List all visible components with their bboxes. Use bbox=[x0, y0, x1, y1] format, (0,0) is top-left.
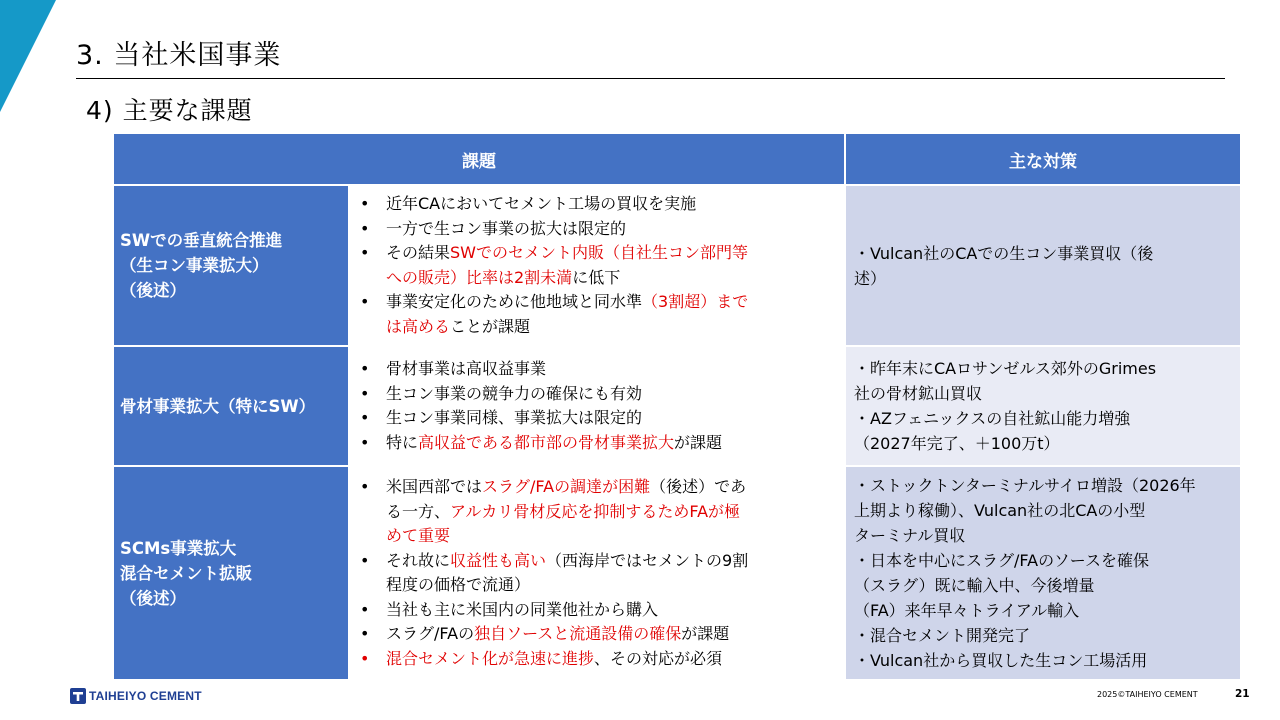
bullet-icon: • bbox=[360, 292, 370, 311]
issue-text: 近年CAにおいてセメント工場の買収を実施 bbox=[386, 194, 697, 213]
highlight-text: 独自ソースと流通設備の確保 bbox=[474, 624, 682, 643]
list-item bbox=[356, 431, 838, 456]
issue-text: 生コン事業同様、事業拡大は限定的 bbox=[386, 408, 643, 427]
list-item bbox=[356, 406, 838, 431]
header-issues: 課題 bbox=[113, 133, 845, 185]
list-item bbox=[356, 598, 838, 623]
issue-text: その結果 bbox=[386, 243, 451, 262]
bullet-icon: • bbox=[360, 243, 370, 262]
issue-text: に低下 bbox=[572, 267, 621, 287]
table-row bbox=[113, 185, 1241, 346]
issue-text: が課題 bbox=[681, 624, 730, 643]
list-item bbox=[356, 217, 838, 242]
issues-list bbox=[356, 357, 838, 455]
company-logo bbox=[70, 687, 202, 705]
issue-text: 当社も主に米国内の同業他社から購入 bbox=[386, 599, 659, 619]
header-measures: 主な対策 bbox=[845, 133, 1241, 185]
row-heading bbox=[113, 346, 349, 466]
highlight-text: は高める bbox=[386, 316, 451, 336]
issue-line bbox=[386, 315, 838, 340]
issue-text: 一方で生コン事業の拡大は限定的 bbox=[386, 218, 627, 238]
issues-table bbox=[112, 132, 1242, 681]
list-item bbox=[356, 475, 838, 549]
measure-line: （スラグ）既に輸入中、今後増量 bbox=[854, 576, 1095, 595]
section-subtitle: 4) 主要な課題 bbox=[86, 96, 253, 125]
table-row bbox=[113, 346, 1241, 466]
issues-cell bbox=[349, 466, 845, 680]
corner-accent-shape bbox=[0, 0, 60, 112]
highlight-text: 収益性も高い bbox=[450, 550, 547, 570]
row-heading-line: SCMs事業拡大 bbox=[120, 538, 237, 558]
row-heading-line: （後述） bbox=[120, 281, 186, 300]
row-heading bbox=[113, 466, 349, 680]
measure-line: 述） bbox=[854, 268, 887, 288]
issue-text: 米国西部では bbox=[386, 477, 483, 496]
bullet-icon: • bbox=[360, 624, 370, 643]
issue-line bbox=[386, 241, 838, 266]
issue-text: ことが課題 bbox=[450, 316, 531, 336]
issue-line bbox=[386, 524, 838, 549]
issue-line bbox=[386, 500, 838, 525]
page-number: 21 bbox=[1235, 688, 1250, 700]
measure-line: ・日本を中心にスラグ/FAのソースを確保 bbox=[854, 551, 1149, 570]
bullet-icon: • bbox=[360, 477, 370, 496]
issue-line bbox=[386, 290, 838, 315]
highlight-text: SWでのセメント内販（自社生コン部門等 bbox=[450, 243, 748, 262]
issues-cell bbox=[349, 346, 845, 466]
list-item bbox=[356, 382, 838, 407]
measure-line: ・混合セメント開発完了 bbox=[854, 626, 1031, 645]
list-item bbox=[356, 549, 838, 598]
list-item bbox=[356, 357, 838, 382]
issue-line bbox=[386, 573, 838, 598]
highlight-text: スラグ/FAの調達が困難 bbox=[482, 477, 651, 496]
measure-line: ・昨年末にCAロサンゼルス郊外のGrimes bbox=[854, 359, 1157, 378]
row-heading-line: （後述） bbox=[120, 588, 186, 608]
highlight-text: 高収益である都市部の骨材事業拡大 bbox=[418, 432, 675, 452]
bullet-icon: • bbox=[360, 550, 370, 570]
measure-line: 社の骨材鉱山買収 bbox=[854, 384, 983, 403]
copyright-text: 2025©TAIHEIYO CEMENT bbox=[1097, 690, 1198, 699]
logo-text: TAIHEIYO CEMENT bbox=[89, 689, 202, 703]
table-header-row bbox=[113, 133, 1241, 185]
list-item bbox=[356, 622, 838, 647]
bullet-icon: • bbox=[360, 432, 370, 452]
measures-cell bbox=[845, 346, 1241, 466]
issues-list bbox=[356, 475, 838, 671]
measure-line: ・Vulcan社のCAでの生コン事業買収（後 bbox=[854, 243, 1154, 263]
issue-text: 、その対応が必須 bbox=[594, 648, 723, 668]
measure-line: 上期より稼働）、Vulcan社の北CAの小型 bbox=[854, 501, 1146, 520]
list-item bbox=[356, 192, 838, 217]
measure-line: （FA）来年早々トライアル輸入 bbox=[854, 601, 1080, 620]
measures-cell bbox=[845, 185, 1241, 346]
bullet-icon: • bbox=[360, 648, 370, 668]
issue-text: 事業安定化のために他地域と同水準 bbox=[386, 292, 643, 311]
title-divider bbox=[76, 78, 1225, 79]
issue-text: スラグ/FAの bbox=[386, 624, 475, 643]
bullet-icon: • bbox=[360, 194, 370, 213]
bullet-icon: • bbox=[360, 218, 370, 238]
highlight-text: 混合セメント化が急速に進捗 bbox=[386, 648, 595, 668]
measure-line: ・AZフェニックスの自社鉱山能力増強 bbox=[854, 409, 1131, 428]
row-heading bbox=[113, 185, 349, 346]
highlight-text: （3割超）まで bbox=[642, 292, 749, 311]
issue-text: 程度の価格で流通） bbox=[386, 575, 531, 594]
bullet-icon: • bbox=[360, 599, 370, 619]
issues-list bbox=[356, 192, 838, 339]
list-item bbox=[356, 241, 838, 290]
issue-text: （後述）であ bbox=[650, 477, 747, 496]
measure-line: ・Vulcan社から買収した生コン工場活用 bbox=[854, 651, 1148, 670]
row-heading-line: （生コン事業拡大） bbox=[120, 256, 269, 275]
issue-line bbox=[386, 475, 838, 500]
row-heading-line: 混合セメント拡販 bbox=[120, 563, 252, 583]
row-heading-line: SWでの垂直統合推進 bbox=[120, 231, 283, 250]
issue-text: る一方、 bbox=[386, 501, 451, 521]
issue-line bbox=[386, 266, 838, 291]
issue-text: 特に bbox=[386, 432, 419, 452]
issue-text: 生コン事業の競争力の確保にも有効 bbox=[386, 383, 643, 403]
slide-title: 3. 当社米国事業 bbox=[76, 40, 282, 71]
measures-cell bbox=[845, 466, 1241, 680]
list-item bbox=[356, 290, 838, 339]
highlight-text: アルカリ骨材反応を抑制するためFAが極 bbox=[450, 501, 741, 521]
bullet-icon: • bbox=[360, 383, 370, 403]
row-heading-line: 骨材事業拡大（特にSW） bbox=[120, 396, 316, 416]
issue-text: それ故に bbox=[386, 550, 451, 570]
issue-text: 骨材事業は高収益事業 bbox=[386, 359, 547, 378]
measure-line: （2027年完了、＋100万t） bbox=[854, 434, 1060, 453]
issue-line bbox=[386, 549, 838, 574]
table-row bbox=[113, 466, 1241, 680]
highlight-text: めて重要 bbox=[386, 526, 451, 545]
bullet-icon: • bbox=[360, 359, 370, 378]
logo-mark-icon bbox=[70, 688, 86, 704]
issue-text: が課題 bbox=[674, 432, 723, 452]
bullet-icon: • bbox=[360, 408, 370, 427]
issues-cell bbox=[349, 185, 845, 346]
measure-line: ・ストックトンターミナルサイロ増設（2026年 bbox=[854, 476, 1196, 495]
issue-text: （西海岸ではセメントの9割 bbox=[546, 550, 749, 570]
list-item bbox=[356, 647, 838, 672]
measure-line: ターミナル買収 bbox=[854, 526, 966, 545]
highlight-text: への販売）比率は2割未満 bbox=[386, 267, 573, 287]
